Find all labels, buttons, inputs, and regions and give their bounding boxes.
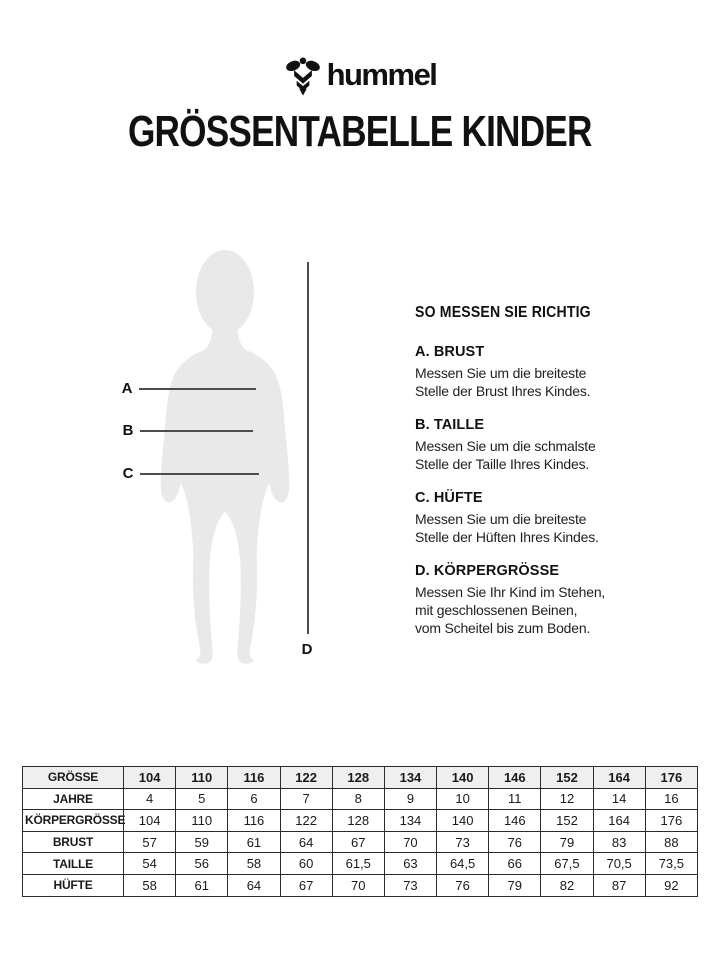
- hummel-bee-icon: [284, 56, 322, 96]
- instruction-section-text: Messen Sie Ihr Kind im Stehen,: [415, 584, 606, 600]
- table-cell: 60: [280, 853, 332, 875]
- measuring-instructions: [415, 304, 630, 654]
- row-label: JAHRE: [23, 788, 124, 810]
- table-cell: 82: [541, 874, 593, 896]
- table-cell: 56: [176, 853, 228, 875]
- table-cell: 58: [228, 853, 280, 875]
- table-cell: 16: [645, 788, 697, 810]
- table-row: [23, 853, 698, 875]
- table-cell: 64: [280, 831, 332, 853]
- instruction-section: [415, 417, 630, 473]
- size-table-body: [23, 767, 698, 897]
- instruction-section-text: mit geschlossenen Beinen,: [415, 602, 578, 618]
- table-cell: 146: [489, 810, 541, 832]
- brand-wordmark: hummel: [326, 56, 437, 92]
- measure-line-brust: [139, 388, 256, 390]
- table-cell: 64,5: [437, 853, 489, 875]
- size-table: [22, 766, 698, 897]
- table-cell: 67,5: [541, 853, 593, 875]
- marker-label-a: A: [121, 380, 133, 397]
- instruction-section-title: D. KÖRPERGRÖSSE: [415, 563, 560, 579]
- marker-label-b: B: [122, 422, 134, 439]
- instruction-section-text: vom Scheitel bis zum Boden.: [415, 620, 591, 636]
- instruction-section: [415, 344, 630, 400]
- instruction-section-text: Stelle der Taille Ihres Kindes.: [415, 456, 590, 472]
- table-cell: 61: [228, 831, 280, 853]
- table-cell: 73: [384, 874, 436, 896]
- instruction-section: [415, 563, 630, 637]
- table-cell: 116: [228, 767, 280, 789]
- table-cell: 128: [332, 767, 384, 789]
- table-cell: 12: [541, 788, 593, 810]
- table-cell: 76: [437, 874, 489, 896]
- table-cell: 54: [124, 853, 176, 875]
- table-cell: 92: [645, 874, 697, 896]
- table-cell: 57: [124, 831, 176, 853]
- table-cell: 134: [384, 810, 436, 832]
- table-cell: 70: [332, 874, 384, 896]
- table-cell: 104: [124, 767, 176, 789]
- table-cell: 70: [384, 831, 436, 853]
- table-cell: 128: [332, 810, 384, 832]
- table-cell: 110: [176, 767, 228, 789]
- table-cell: 10: [437, 788, 489, 810]
- table-cell: 7: [280, 788, 332, 810]
- measure-line-taille: [140, 430, 253, 432]
- table-cell: 83: [593, 831, 645, 853]
- table-cell: 58: [124, 874, 176, 896]
- table-cell: 73: [437, 831, 489, 853]
- table-cell: 176: [645, 810, 697, 832]
- table-row: [23, 874, 698, 896]
- instruction-section-title: A. BRUST: [415, 344, 485, 360]
- table-cell: 70,5: [593, 853, 645, 875]
- instruction-sections: [415, 344, 630, 637]
- table-cell: 67: [332, 831, 384, 853]
- table-cell: 140: [437, 810, 489, 832]
- child-silhouette-figure: [150, 248, 300, 668]
- table-cell: 88: [645, 831, 697, 853]
- measure-line-huefte: [140, 473, 259, 475]
- table-cell: 76: [489, 831, 541, 853]
- table-cell: 122: [280, 810, 332, 832]
- table-cell: 122: [280, 767, 332, 789]
- table-cell: 6: [228, 788, 280, 810]
- table-cell: 110: [176, 810, 228, 832]
- instruction-section-text: Stelle der Brust Ihres Kindes.: [415, 383, 591, 399]
- row-label: KÖRPERGRÖSSE: [23, 810, 124, 832]
- table-cell: 63: [384, 853, 436, 875]
- instruction-section-text: Messen Sie um die breiteste: [415, 365, 587, 381]
- row-label: BRUST: [23, 831, 124, 853]
- table-cell: 8: [332, 788, 384, 810]
- table-cell: 140: [437, 767, 489, 789]
- size-table-container: [22, 766, 698, 897]
- table-cell: 73,5: [645, 853, 697, 875]
- table-cell: 79: [489, 874, 541, 896]
- table-row: [23, 767, 698, 789]
- table-cell: 11: [489, 788, 541, 810]
- row-label: TAILLE: [23, 853, 124, 875]
- table-cell: 152: [541, 810, 593, 832]
- table-cell: 4: [124, 788, 176, 810]
- table-cell: 134: [384, 767, 436, 789]
- table-cell: 152: [541, 767, 593, 789]
- table-cell: 116: [228, 810, 280, 832]
- table-cell: 59: [176, 831, 228, 853]
- table-cell: 66: [489, 853, 541, 875]
- instruction-section-text: Messen Sie um die breiteste: [415, 511, 587, 527]
- row-label: GRÖSSE: [23, 767, 124, 789]
- table-cell: 104: [124, 810, 176, 832]
- marker-label-d: D: [301, 641, 313, 658]
- instruction-section-text: Messen Sie um die schmalste: [415, 438, 596, 454]
- table-cell: 146: [489, 767, 541, 789]
- table-cell: 64: [228, 874, 280, 896]
- instruction-section: [415, 490, 630, 546]
- table-row: [23, 831, 698, 853]
- table-cell: 14: [593, 788, 645, 810]
- instruction-section-text: Stelle der Hüften Ihres Kindes.: [415, 529, 599, 545]
- table-cell: 61,5: [332, 853, 384, 875]
- table-cell: 87: [593, 874, 645, 896]
- page-title: GRÖSSENTABELLE KINDER: [128, 107, 592, 156]
- table-row: [23, 788, 698, 810]
- table-cell: 176: [645, 767, 697, 789]
- table-cell: 164: [593, 810, 645, 832]
- table-cell: 79: [541, 831, 593, 853]
- measure-line-koerpergroesse: [307, 262, 309, 634]
- instruction-section-title: B. TAILLE: [415, 417, 485, 433]
- instructions-heading: SO MESSEN SIE RICHTIG: [415, 304, 591, 321]
- brand-logo: [0, 56, 720, 96]
- table-cell: 9: [384, 788, 436, 810]
- instruction-section-title: C. HÜFTE: [415, 490, 483, 506]
- table-cell: 164: [593, 767, 645, 789]
- table-cell: 5: [176, 788, 228, 810]
- table-cell: 67: [280, 874, 332, 896]
- table-row: [23, 810, 698, 832]
- row-label: HÜFTE: [23, 874, 124, 896]
- table-cell: 61: [176, 874, 228, 896]
- marker-label-c: C: [122, 465, 134, 482]
